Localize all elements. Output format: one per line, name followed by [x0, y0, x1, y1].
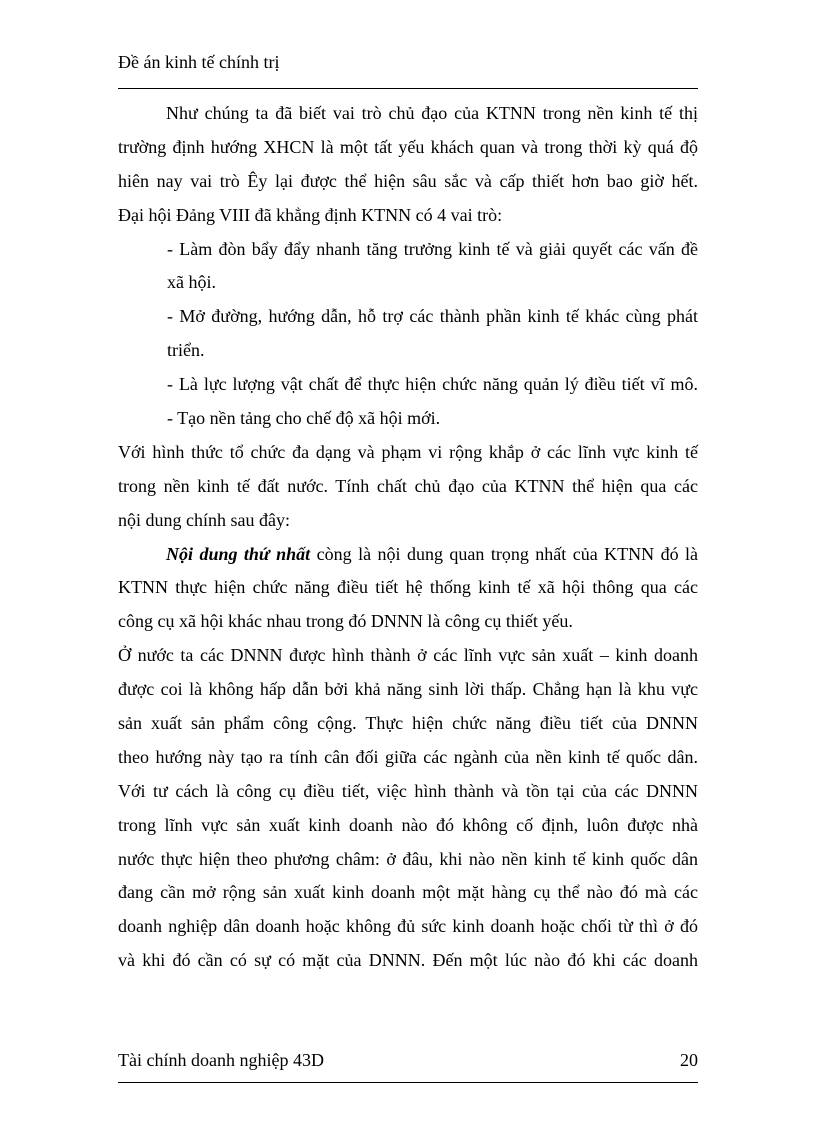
running-header-title: Đề án kinh tế chính trị	[118, 52, 280, 72]
footer-rule	[118, 1082, 698, 1083]
paragraph-line: Ở nước ta các DNNN được hình thành ở các lĩnh vực sản xuất – kinh doanh	[118, 645, 698, 666]
paragraph-line: Như chúng ta đã biết vai trò chủ đạo của KTNN trong nền kinh tế thị	[166, 103, 698, 123]
paragraph-line: Với hình thức tổ chức đa dạng và phạm vi rộng khắp ở các lĩnh vực kinh tế	[118, 441, 698, 462]
header-rule	[118, 88, 698, 89]
page-number: 20	[680, 1050, 698, 1070]
page-body	[118, 97, 698, 978]
list-item-line: - Làm đòn bẩy đẩy nhanh tăng trưởng kinh tế và giải quyết các vấn đề	[167, 238, 698, 259]
paragraph-line: công cụ xã hội khác nhau trong đó DNNN là công cụ thiết yếu.	[118, 611, 573, 632]
list-item-line: - Mở đường, hướng dẫn, hỗ trợ các thành phần kinh tế khác cùng phát	[167, 306, 698, 327]
paragraph-line: đang cần mở rộng sản xuất kinh doanh một mặt hàng cụ thể nào đó mà các	[118, 882, 698, 903]
running-footer-title: Tài chính doanh nghiệp 43D	[118, 1050, 324, 1070]
paragraph-line: nước thực hiện theo phương châm: ở đâu, khi nào nền kinh tế kinh quốc dân	[118, 848, 698, 869]
paragraph-line: sản xuất sản phẩm công cộng. Thực hiện chức năng điều tiết của DNNN	[118, 713, 698, 734]
paragraph-line: hiên nay vai trò Êy lại được thể hiện sâu sắc và cấp thiết hơn bao giờ hết.	[118, 170, 698, 191]
paragraph-line: nội dung chính sau đây:	[118, 509, 290, 530]
paragraph-line: và khi đó cần có sự có mặt của DNNN. Đến một lúc nào đó khi các doanh	[118, 950, 698, 971]
paragraph-line: doanh nghiệp dân doanh hoặc không đủ sức kinh doanh hoặc chối từ thì ở đó	[118, 916, 698, 937]
paragraph-line: được coi là không hấp dẫn bởi khả năng sinh lời thấp. Chẳng hạn là khu vực	[118, 679, 698, 700]
paragraph-line: Đại hội Đảng VIII đã khẳng định KTNN có 4 vai trò:	[118, 204, 503, 225]
paragraph-line: theo hướng này tạo ra tính cân đối giữa các ngành của nền kinh tế quốc dân.	[118, 746, 698, 767]
list-item-line: - Tạo nền tảng cho chế độ xã hội mới.	[167, 408, 441, 429]
list-item-line: - Là lực lượng vật chất để thực hiện chức năng quản lý điều tiết vĩ mô.	[167, 374, 698, 395]
list-item-line: xã hội.	[167, 272, 216, 293]
emphasis-label: Nội dung thứ nhất	[166, 543, 311, 564]
list-item-line: triển.	[167, 340, 205, 361]
paragraph-line: KTNN thực hiện chức năng điều tiết hệ thống kinh tế xã hội thông qua các	[118, 577, 698, 598]
paragraph-line: trường định hướng XHCN là một tất yếu khách quan và trong thời kỳ quá độ	[118, 136, 698, 157]
paragraph-line: trong nền kinh tế đất nước. Tính chất chủ đạo của KTNN thể hiện qua các	[118, 475, 698, 496]
paragraph-line: Với tư cách là công cụ điều tiết, việc hình thành và tồn tại của các DNNN	[118, 780, 698, 801]
paragraph-line: trong lĩnh vực sản xuất kinh doanh nào đó không cố định, luôn được nhà	[118, 814, 698, 835]
paragraph-line-emphasis	[118, 538, 698, 572]
emphasis-rest: còng là nội dung quan trọng nhất của KTNN đó là	[310, 543, 699, 564]
